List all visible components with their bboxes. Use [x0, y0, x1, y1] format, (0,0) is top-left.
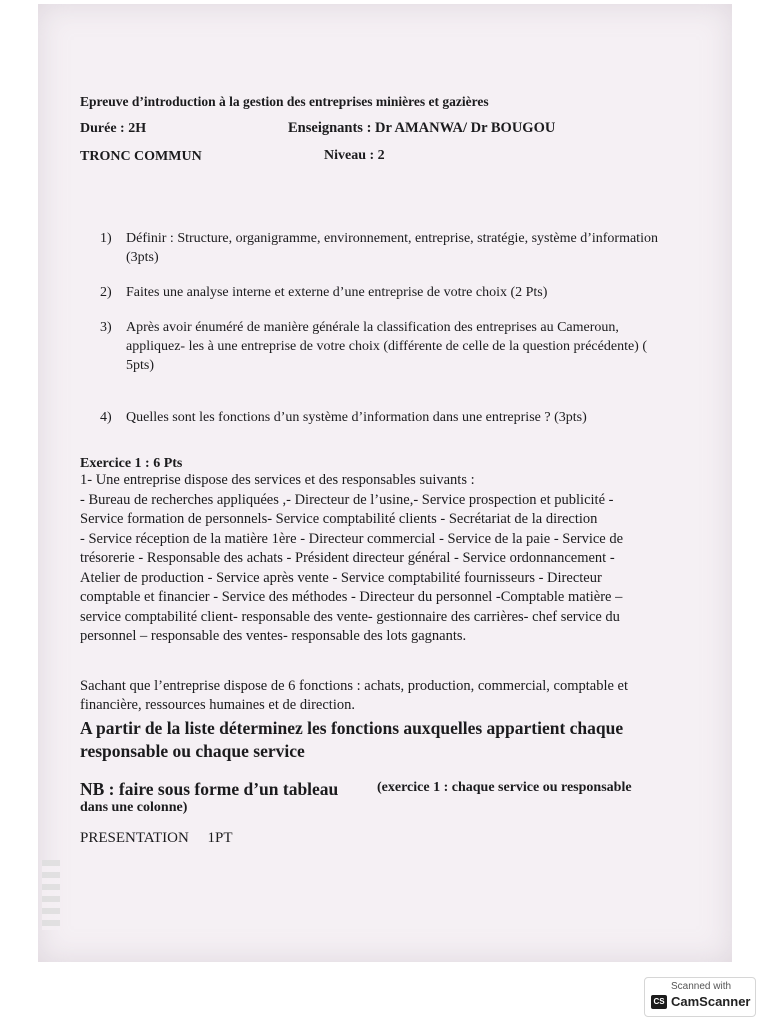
question-number: 3) [100, 320, 112, 335]
functions-statement-line-2: financière, ressources humaines et de direction. [80, 697, 355, 713]
functions-statement-line-1: Sachant que l’entreprise dispose de 6 fonctions : achats, production, commercial, comptable et [80, 678, 629, 694]
instruction-line-2: responsable ou chaque service [80, 741, 305, 761]
camscanner-logo-icon: CS [651, 995, 667, 1009]
exercise-line: 1- Une entreprise dispose des services et des responsables suivants : [80, 472, 475, 488]
question-text: Quelles sont les fonctions d’un système d’information dans une entreprise ? (3pts) [126, 410, 587, 425]
page-edge-mark [42, 860, 60, 930]
question-number: 1) [100, 231, 112, 246]
nb-note: NB : faire sous forme d’un tableau [80, 779, 339, 799]
exercise-line: Atelier de production - Service après vente - Service comptabilité fournisseurs - Directeur [80, 569, 602, 586]
instruction-line-1: A partir de la liste déterminez les fonctions auxquelles appartient chaque [80, 718, 624, 738]
exam-level: Niveau : 2 [324, 148, 385, 163]
exercise-line: Service formation de personnels- Service comptabilité clients - Secrétariat de la direction [80, 511, 598, 527]
exam-track: TRONC COMMUN [80, 149, 202, 164]
nb-note-detail-line-2: dans une colonne) [80, 800, 188, 815]
exam-duration: Durée : 2H [80, 121, 147, 136]
exercise-line: comptable et financier - Service des méthodes - Directeur du personnel -Comptable matière – [80, 589, 623, 605]
presentation-points: PRESENTATION 1PT [80, 830, 233, 846]
exam-title: Epreuve d’introduction à la gestion des entreprises minières et gazières [80, 94, 489, 109]
scanned-with-label: Scanned with [671, 981, 732, 992]
exercise-line: personnel – responsable des ventes- responsable des lots gagnants. [80, 628, 467, 644]
exercise-line: trésorerie - Responsable des achats - Président directeur général - Service ordonnancement - [80, 550, 615, 566]
exam-teachers: Enseignants : Dr AMANWA/ Dr BOUGOU [288, 120, 556, 136]
question-text: Faites une analyse interne et externe d’une entreprise de votre choix (2 Pts) [126, 285, 548, 300]
question-number: 2) [100, 285, 112, 300]
nb-note-detail-line-1: (exercice 1 : chaque service ou responsable [377, 780, 632, 795]
exercise-line: service comptabilité client- responsable des vente- gestionnaire des carrières- chef service du [80, 608, 620, 625]
exercise-line: - Service réception de la matière 1ère - Directeur commercial - Service de la paie - Service de [80, 530, 624, 547]
question-number: 4) [100, 410, 112, 425]
exercise-service-list [80, 471, 720, 647]
camscanner-badge [644, 977, 756, 1017]
question-text: Définir : Structure, organigramme, environnement, entreprise, stratégie, système d’information (3pts) [126, 231, 658, 265]
exercise-line: - Bureau de recherches appliquées ,- Directeur de l’usine,- Service prospection et publicité - [80, 491, 614, 508]
camscanner-brand: CamScanner [671, 994, 751, 1009]
question-text: Après avoir énuméré de manière générale la classification des entreprises au Cameroun, appliquez- les à une entreprise de votre choix (différente de celle de la question précédente) ( 5pts) [126, 320, 647, 373]
exercise-title: Exercice 1 : 6 Pts [80, 456, 183, 471]
